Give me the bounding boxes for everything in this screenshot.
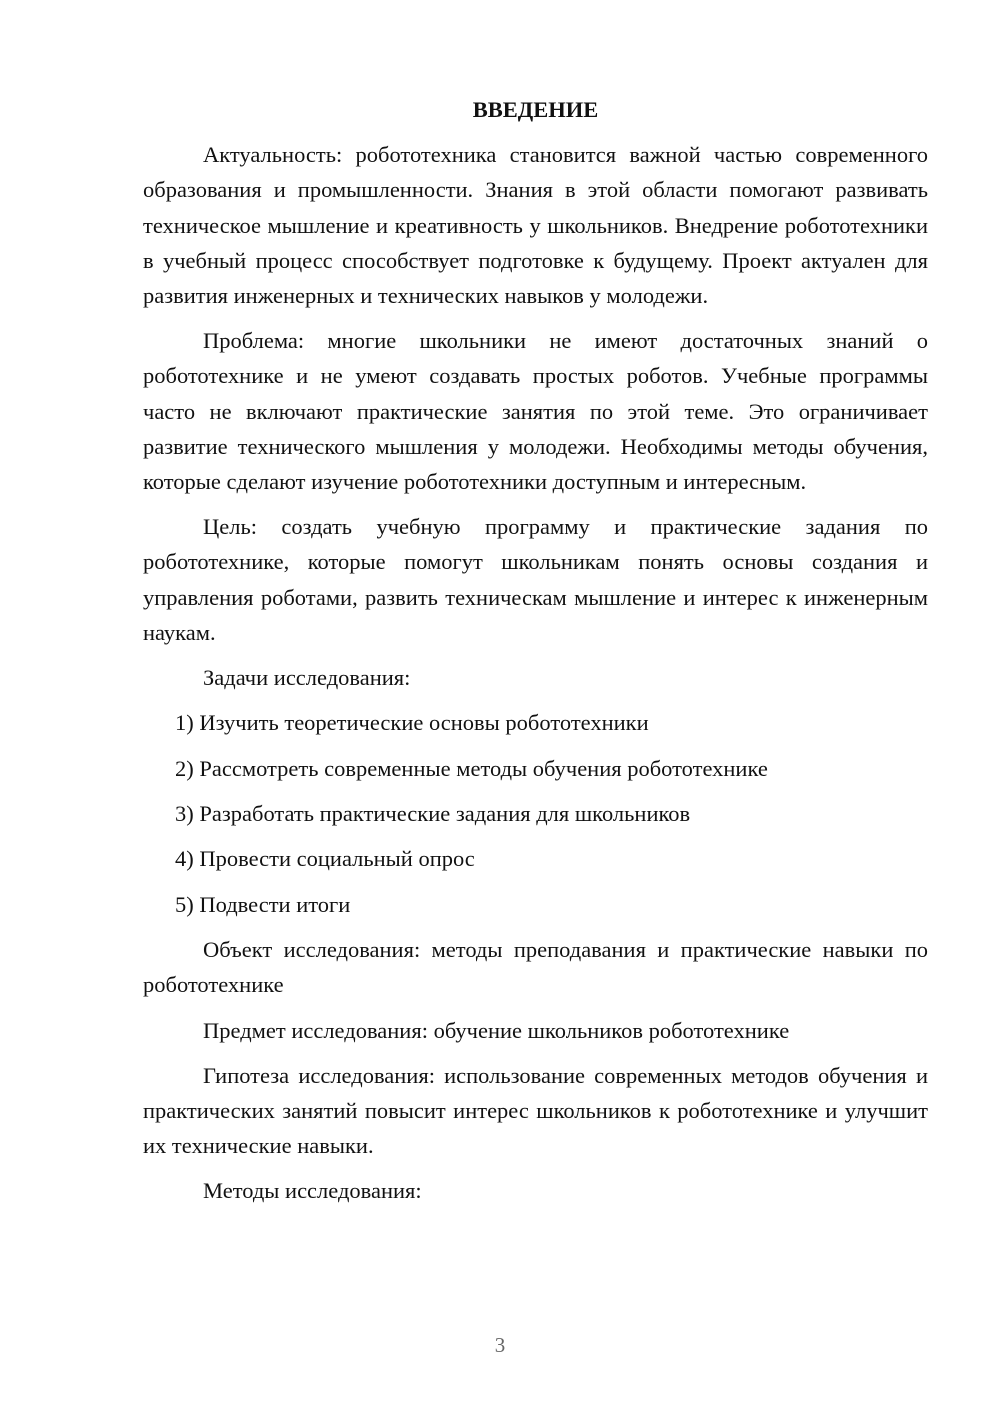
tasks-heading: Задачи исследования: [203,665,411,691]
goal-paragraph: Цель: создать учебную программу и практические задания по робототехнике, которые помогут школьникам понять основы создания и управления роботами, развить техническам мышление и интерес к инженерным наукам. [143,514,928,645]
task-item-3: 3) Разработать практические задания для школьников [175,801,691,827]
page-title: ВВЕДЕНИЕ [472,97,599,122]
object-paragraph: Объект исследования: методы преподавания и практические навыки по робототехнике [143,937,928,998]
page-content [143,92,928,1219]
task-item-5: 5) Подвести итоги [175,891,351,917]
problem-paragraph: Проблема: многие школьники не имеют достаточных знаний о робототехнике и не умеют создавать простых роботов. Учебные программы часто не включают практические занятия по этой теме. Это ограничивает развитие технического мышления у молодежи. Необходимы методы обучения, которые сделают изучение робототехники доступным и интересным. [143,328,928,495]
tasks-list [143,705,928,922]
task-item-2: 2) Рассмотреть современные методы обучения робототехнике [175,755,768,781]
methods-heading: Методы исследования: [203,1178,422,1204]
task-item-1: 1) Изучить теоретические основы робототехники [175,710,649,736]
relevance-paragraph: Актуальность: робототехника становится важной частью современного образования и промышленности. Знания в этой области помогают развивать техническое мышление и креативность у школьников. Внедрение робототехники в учебный процесс способствует подготовке к будущему. Проект актуален для развития инженерных и технических навыков у молодежи. [143,142,928,309]
task-item-4: 4) Провести социальный опрос [175,846,475,872]
subject-paragraph: Предмет исследования: обучение школьников робототехнике [203,1017,790,1043]
page-number: 3 [494,1333,506,1357]
hypothesis-paragraph: Гипотеза исследования: использование современных методов обучения и практических занятий повысит интерес школьников к робототехнике и улучшит их технические навыки. [143,1062,928,1159]
